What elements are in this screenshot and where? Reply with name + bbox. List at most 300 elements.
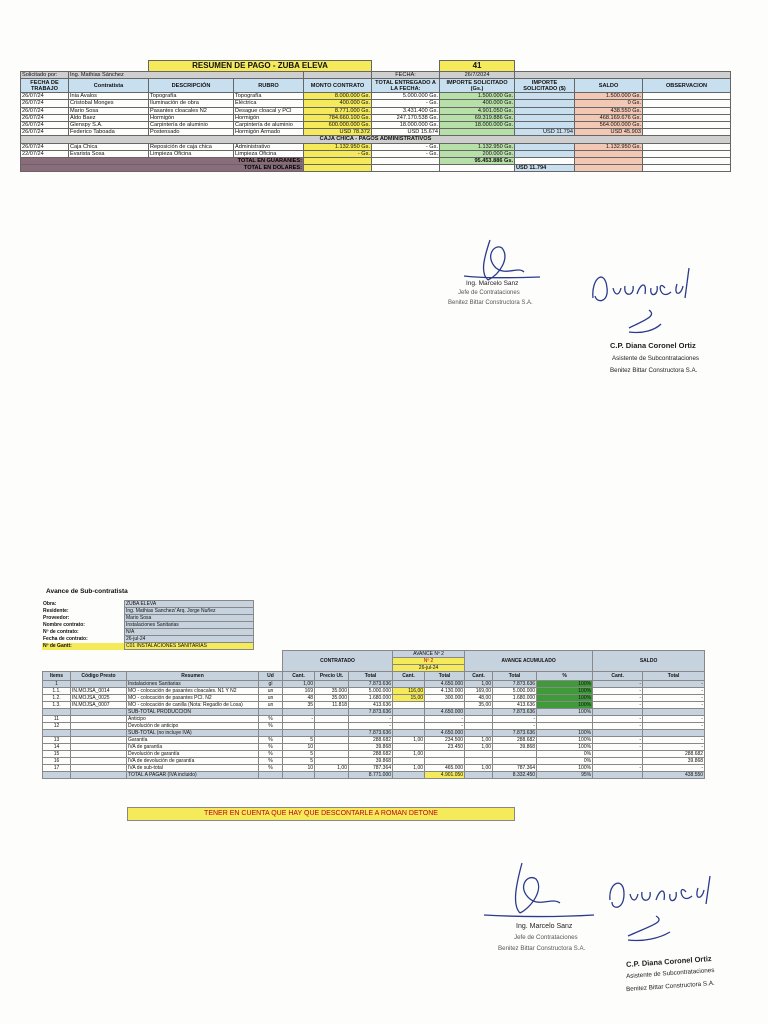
avance-cell-8: 4.650.000 bbox=[425, 730, 465, 737]
sheet-number: 41 bbox=[440, 61, 515, 72]
avance-cell-9 bbox=[465, 730, 493, 737]
avance-cell-2: MO - colocación de pasantes PCI. N2 bbox=[127, 695, 259, 702]
avance-cell-11: 0% bbox=[537, 751, 593, 758]
avance-cell-12 bbox=[593, 772, 643, 779]
caja-cell-9 bbox=[643, 143, 731, 150]
avance-title: Avance de Sub-contratista bbox=[46, 588, 128, 595]
avance-cell-4 bbox=[283, 730, 315, 737]
avance-cell-2: IVA de sub-total bbox=[127, 765, 259, 772]
avance-cell-3 bbox=[259, 709, 283, 716]
avance-cell-6: - bbox=[349, 723, 393, 730]
avance-cell-7 bbox=[393, 730, 425, 737]
avance-cell-1 bbox=[71, 716, 127, 723]
avance-cell-3: un bbox=[259, 688, 283, 695]
caja-cell-4: - Gs. bbox=[304, 150, 372, 157]
solicitado-value: Ing. Mathias Sánchez bbox=[69, 72, 304, 79]
avance-cell-4: 5 bbox=[283, 737, 315, 744]
payment-cell-0: 26/07/24 bbox=[21, 129, 69, 136]
avance-cell-1 bbox=[71, 758, 127, 765]
avance-header-2: Resumen bbox=[127, 672, 259, 681]
diana-name-bottom: C.P. Diana Coronel Ortiz bbox=[625, 954, 712, 969]
group-avance: AVANCE Nº 2 bbox=[393, 651, 465, 658]
caja-cell-0: 26/07/24 bbox=[21, 143, 69, 150]
avance-cell-12: - bbox=[593, 716, 643, 723]
avance-cell-6: 7.873.636 bbox=[349, 709, 393, 716]
avance-cell-11: 100% bbox=[537, 681, 593, 688]
avance-cell-0: 1.3. bbox=[43, 702, 71, 709]
avance-cell-7 bbox=[393, 772, 425, 779]
avance-cell-10: 7.873.636 bbox=[493, 681, 537, 688]
avance-cell-13: - bbox=[643, 737, 705, 744]
avance-cell-11: 100% bbox=[537, 730, 593, 737]
info-value: C01 INSTALACIONES SANITARIAS bbox=[125, 643, 254, 650]
avance-header-13: Total bbox=[643, 672, 705, 681]
payment-cell-2: Carpintería de aluminio bbox=[149, 122, 234, 129]
avance-cell-10: 5.000.000 bbox=[493, 688, 537, 695]
payment-row bbox=[21, 107, 731, 114]
avance-header-5: Precio Ut. bbox=[315, 672, 349, 681]
avance-cell-6: 39.868 bbox=[349, 758, 393, 765]
payment-cell-5: 247.170.538 Gs. bbox=[372, 114, 440, 121]
avance-cell-8: 4.130.000 bbox=[425, 688, 465, 695]
avance-header-9: Cant. bbox=[465, 672, 493, 681]
avance-cell-13: - bbox=[643, 702, 705, 709]
payment-row bbox=[21, 122, 731, 129]
avance-cell-1 bbox=[71, 709, 127, 716]
total-guaranies-label: TOTAL EN GUARANIES: bbox=[21, 158, 304, 165]
payment-cell-7 bbox=[515, 114, 575, 121]
payment-cell-6: 18.000.000 Gs. bbox=[440, 122, 515, 129]
avance-cell-4 bbox=[283, 723, 315, 730]
avance-cell-1: IN.MOJSA_0025 bbox=[71, 695, 127, 702]
payment-cell-4: USD 78.372 bbox=[304, 129, 372, 136]
avance-cell-10: 8.332.450 bbox=[493, 772, 537, 779]
avance-cell-13: - bbox=[643, 744, 705, 751]
discount-note: TENER EN CUENTA QUE HAY QUE DESCONTARLE A ROMAN DETONE bbox=[127, 807, 515, 821]
header-observacion: OBSERVACION bbox=[643, 79, 731, 93]
info-row bbox=[42, 622, 254, 629]
avance-cell-9: 1,00 bbox=[465, 765, 493, 772]
avance-cell-3: un bbox=[259, 695, 283, 702]
info-value: Ing. Mathias Sanchez/ Arq. Jorge Nuñez bbox=[125, 608, 254, 615]
avance-cell-8: 23.450 bbox=[425, 744, 465, 751]
avance-cell-1 bbox=[71, 723, 127, 730]
avance-row bbox=[43, 709, 705, 716]
avance-cell-2: Garantía bbox=[127, 737, 259, 744]
avance-row bbox=[43, 716, 705, 723]
avance-cell-1: IN.MOJSA_0014 bbox=[71, 688, 127, 695]
avance-cell-6: 8.771.000 bbox=[349, 772, 393, 779]
info-label: Nombre contrato: bbox=[43, 622, 85, 628]
avance-cell-4: 5 bbox=[283, 758, 315, 765]
payment-cell-0: 26/07/24 bbox=[21, 122, 69, 129]
info-label: Nº de Gantt: bbox=[43, 643, 72, 649]
avance-cell-8: 4.650.000 bbox=[425, 709, 465, 716]
avance-cell-2: Devolución de anticipo bbox=[127, 723, 259, 730]
avance-cell-7: 1,00 bbox=[393, 751, 425, 758]
avance-cell-11: 100% bbox=[537, 737, 593, 744]
avance-cell-13: 288.682 bbox=[643, 751, 705, 758]
diana-handwriting-top bbox=[585, 258, 705, 338]
avance-row bbox=[43, 751, 705, 758]
info-label: Obra: bbox=[43, 601, 57, 607]
avance-cell-10: 1.680.000 bbox=[493, 695, 537, 702]
avance-cell-10: 288.682 bbox=[493, 737, 537, 744]
avance-cell-2: Instalaciones Sanitarias bbox=[127, 681, 259, 688]
avance-row bbox=[43, 695, 705, 702]
avance-number: Nº 2 bbox=[393, 658, 465, 665]
caja-cell-8 bbox=[575, 150, 643, 157]
payment-cell-9 bbox=[643, 100, 731, 107]
payment-cell-0: 26/07/24 bbox=[21, 93, 69, 100]
total-dolares-label: TOTAL EN DÓLARES: bbox=[21, 165, 304, 172]
avance-cell-10: 39.868 bbox=[493, 744, 537, 751]
total-guaranies-value: 95.453.886 Gs. bbox=[440, 158, 515, 165]
diana-company-bottom: Benitez Bittar Constructora S.A. bbox=[625, 979, 716, 994]
avance-cell-13: 438.550 bbox=[643, 772, 705, 779]
avance-cell-6: - bbox=[349, 716, 393, 723]
group-contratado: CONTRATADO bbox=[283, 651, 393, 672]
info-row bbox=[42, 643, 254, 650]
avance-cell-13: - bbox=[643, 688, 705, 695]
avance-cell-7: 1,00 bbox=[393, 765, 425, 772]
avance-cell-9: 1,00 bbox=[465, 737, 493, 744]
avance-cell-4: 169 bbox=[283, 688, 315, 695]
avance-cell-0: 1.1. bbox=[43, 688, 71, 695]
avance-cell-1 bbox=[71, 751, 127, 758]
payment-cell-3: Hormigón bbox=[234, 114, 304, 121]
caja-cell-8: 1.132.950 Gs. bbox=[575, 143, 643, 150]
avance-cell-7 bbox=[393, 681, 425, 688]
avance-row bbox=[43, 758, 705, 765]
avance-header-3: Ud bbox=[259, 672, 283, 681]
avance-cell-8 bbox=[425, 702, 465, 709]
diana-handwriting-bottom bbox=[600, 870, 730, 950]
avance-cell-8: 234.500 bbox=[425, 737, 465, 744]
avance-cell-2: IVA de devolución de garantía bbox=[127, 758, 259, 765]
marcelo-company-top: Benitez Bittar Constructora S.A. bbox=[448, 300, 533, 306]
avance-cell-2: SUB-TOTAL PRODUCCIÓN bbox=[127, 709, 259, 716]
avance-cell-13: - bbox=[643, 695, 705, 702]
avance-cell-6: 413.636 bbox=[349, 702, 393, 709]
avance-cell-0 bbox=[43, 772, 71, 779]
avance-cell-3: un bbox=[259, 702, 283, 709]
avance-cell-13: - bbox=[643, 723, 705, 730]
avance-header-row bbox=[43, 672, 705, 681]
avance-cell-8: 4.901.050 bbox=[425, 772, 465, 779]
avance-row bbox=[43, 688, 705, 695]
avance-cell-6: 5.000.000 bbox=[349, 688, 393, 695]
payment-cell-9 bbox=[643, 114, 731, 121]
caja-cell-1: Evarista Sosa bbox=[69, 150, 149, 157]
caja-chica-rows bbox=[21, 143, 731, 157]
caja-cell-5: - Gs. bbox=[372, 150, 440, 157]
avance-cell-9 bbox=[465, 716, 493, 723]
avance-row bbox=[43, 737, 705, 744]
avance-cell-4: 5 bbox=[283, 751, 315, 758]
caja-row bbox=[21, 150, 731, 157]
payment-cell-2: Pasantes cloacales N2 bbox=[149, 107, 234, 114]
caja-cell-9 bbox=[643, 150, 731, 157]
avance-cell-5 bbox=[315, 709, 349, 716]
avance-cell-3: % bbox=[259, 758, 283, 765]
avance-cell-11: 100% bbox=[537, 695, 593, 702]
caja-row bbox=[21, 143, 731, 150]
avance-cell-13: - bbox=[643, 716, 705, 723]
caja-cell-7 bbox=[515, 150, 575, 157]
avance-cell-5 bbox=[315, 723, 349, 730]
payment-cell-2: Topografía bbox=[149, 93, 234, 100]
avance-cell-4 bbox=[283, 709, 315, 716]
avance-cell-11: 100% bbox=[537, 744, 593, 751]
avance-cell-4: 10 bbox=[283, 744, 315, 751]
info-label: Proveedor: bbox=[43, 615, 70, 621]
avance-cell-6: 288.682 bbox=[349, 751, 393, 758]
avance-cell-10 bbox=[493, 751, 537, 758]
avance-cell-9 bbox=[465, 709, 493, 716]
avance-cell-0: 14 bbox=[43, 744, 71, 751]
fecha-value: 26/7/2024 bbox=[440, 72, 515, 79]
payment-cell-4: 784.660.100 Gs. bbox=[304, 114, 372, 121]
payment-cell-7: USD 11.794 bbox=[515, 129, 575, 136]
payment-cell-7 bbox=[515, 107, 575, 114]
caja-cell-4: 1.132.950 Gs. bbox=[304, 143, 372, 150]
header-saldo: SALDO bbox=[575, 79, 643, 93]
avance-cell-12 bbox=[593, 709, 643, 716]
caja-cell-7 bbox=[515, 143, 575, 150]
payment-cell-6: 1.500.000 Gs. bbox=[440, 93, 515, 100]
avance-cell-2: SUB-TOTAL (no incluye IVA) bbox=[127, 730, 259, 737]
payment-cell-1: Inia Avalos bbox=[69, 93, 149, 100]
avance-cell-11: 0% bbox=[537, 758, 593, 765]
info-value: Mario Sosa bbox=[125, 615, 254, 622]
solicitado-label: Solicitado por: bbox=[21, 72, 69, 79]
diana-signature-bottom bbox=[600, 870, 730, 950]
avance-cell-8: - bbox=[425, 716, 465, 723]
caja-cell-2: Limpieza Oficina bbox=[149, 150, 234, 157]
marcelo-signature-block-top bbox=[440, 228, 560, 318]
avance-cell-13 bbox=[643, 709, 705, 716]
payment-cell-7 bbox=[515, 93, 575, 100]
payment-cell-8: 0 Gs. bbox=[575, 100, 643, 107]
avance-cell-11 bbox=[537, 723, 593, 730]
avance-cell-5 bbox=[315, 681, 349, 688]
header-monto: MONTO CONTRATO bbox=[304, 79, 372, 93]
avance-cell-1 bbox=[71, 744, 127, 751]
info-row bbox=[42, 629, 254, 636]
avance-cell-4: 1,00 bbox=[283, 681, 315, 688]
avance-cell-4: - bbox=[283, 716, 315, 723]
avance-cell-0: 13 bbox=[43, 737, 71, 744]
group-saldo: SALDO bbox=[593, 651, 705, 672]
avance-cell-0: 16 bbox=[43, 758, 71, 765]
header-entregado: TOTAL ENTREGADO A LA FECHA: bbox=[372, 79, 440, 93]
avance-cell-9: 1,00 bbox=[465, 744, 493, 751]
payment-cell-5: - Gs. bbox=[372, 100, 440, 107]
avance-cell-5: 35.000 bbox=[315, 695, 349, 702]
avance-cell-8: - bbox=[425, 723, 465, 730]
total-dolares-value: USD 11.794 bbox=[515, 165, 575, 172]
avance-cell-10: - bbox=[493, 723, 537, 730]
avance-cell-2: TOTAL A PAGAR (IVA incluido) bbox=[127, 772, 259, 779]
avance-cell-10: 7.873.636 bbox=[493, 709, 537, 716]
avance-cell-5: 35.000 bbox=[315, 688, 349, 695]
avance-cell-5: 11.818 bbox=[315, 702, 349, 709]
info-row bbox=[42, 601, 254, 608]
avance-cell-5 bbox=[315, 737, 349, 744]
avance-cell-11: 100% bbox=[537, 709, 593, 716]
marcelo-signature-block-bottom bbox=[470, 855, 620, 960]
header-fecha: FECHA DE TRABAJO bbox=[21, 79, 69, 93]
avance-cell-7 bbox=[393, 723, 425, 730]
avance-header-1: Código Presto bbox=[71, 672, 127, 681]
avance-cell-0: 1.2. bbox=[43, 695, 71, 702]
avance-date: 26-jul-24 bbox=[393, 665, 465, 672]
diana-name-top: C.P. Diana Coronel Ortiz bbox=[610, 341, 696, 350]
info-row bbox=[42, 636, 254, 643]
payment-cell-0: 26/07/24 bbox=[21, 100, 69, 107]
marcelo-signature-scribble-bottom bbox=[470, 855, 620, 925]
payment-cell-5: 5.000.000 Gs. bbox=[372, 93, 440, 100]
header-contratista: Contratista bbox=[69, 79, 149, 93]
avance-cell-0 bbox=[43, 709, 71, 716]
avance-cell-6: 7.873.636 bbox=[349, 681, 393, 688]
avance-cell-2: Anticipo bbox=[127, 716, 259, 723]
payment-cell-9 bbox=[643, 93, 731, 100]
avance-cell-8: 4.650.000 bbox=[425, 681, 465, 688]
avance-cell-2: MO - colocación de pasantes cloacales. N1 Y N2 bbox=[127, 688, 259, 695]
avance-cell-13: - bbox=[643, 765, 705, 772]
caja-cell-2: Reposición de caja chica bbox=[149, 143, 234, 150]
avance-cell-13: - bbox=[643, 681, 705, 688]
avance-cell-5 bbox=[315, 730, 349, 737]
payment-cell-4: 400.000 Gs. bbox=[304, 100, 372, 107]
avance-cell-3: % bbox=[259, 723, 283, 730]
avance-row bbox=[43, 723, 705, 730]
payment-cell-3: Hormigón Armado bbox=[234, 129, 304, 136]
payment-cell-6: 69.319.886 Gs. bbox=[440, 114, 515, 121]
payment-row bbox=[21, 100, 731, 107]
avance-cell-7 bbox=[393, 709, 425, 716]
avance-info-table bbox=[42, 600, 254, 650]
info-value: 26-jul-24 bbox=[125, 636, 254, 643]
payment-cell-5: USD 15.674 bbox=[372, 129, 440, 136]
avance-cell-3: % bbox=[259, 751, 283, 758]
info-label: Nº de contrato: bbox=[43, 629, 79, 635]
payment-cell-0: 26/07/24 bbox=[21, 107, 69, 114]
avance-cell-3: % bbox=[259, 744, 283, 751]
diana-role-bottom: Asistente de Subcontrataciones bbox=[625, 966, 715, 981]
avance-cell-0 bbox=[43, 730, 71, 737]
avance-header-7: Cant. bbox=[393, 672, 425, 681]
info-label: Residente: bbox=[43, 608, 69, 614]
avance-cell-5 bbox=[315, 716, 349, 723]
payment-cell-8: 564.000.000 Gs. bbox=[575, 122, 643, 129]
avance-cell-9: 35,00 bbox=[465, 702, 493, 709]
payment-cell-4: 8.000.000 Gs. bbox=[304, 93, 372, 100]
avance-cell-0: 11 bbox=[43, 716, 71, 723]
payment-cell-5: 3.431.400 Gs. bbox=[372, 107, 440, 114]
payment-cell-8: USD 45.903 bbox=[575, 129, 643, 136]
payment-cell-6: 400.000 Gs. bbox=[440, 100, 515, 107]
marcelo-signature-scribble bbox=[440, 228, 560, 288]
avance-cell-9 bbox=[465, 772, 493, 779]
info-row bbox=[42, 615, 254, 622]
header-rubro: RUBRO bbox=[234, 79, 304, 93]
avance-cell-1 bbox=[71, 730, 127, 737]
avance-header-0: Items bbox=[43, 672, 71, 681]
avance-cell-7 bbox=[393, 702, 425, 709]
avance-cell-4 bbox=[283, 772, 315, 779]
payment-cell-9 bbox=[643, 129, 731, 136]
header-importe-gs: IMPORTE SOLICITADO (Gs.) bbox=[440, 79, 515, 93]
avance-cell-5: 1,00 bbox=[315, 765, 349, 772]
payment-cell-3: Carpintería de aluminio bbox=[234, 122, 304, 129]
avance-cell-12: - bbox=[593, 723, 643, 730]
avance-row bbox=[43, 702, 705, 709]
payment-cell-4: 8.771.000 Gs. bbox=[304, 107, 372, 114]
avance-cell-0: 15 bbox=[43, 751, 71, 758]
payment-cell-9 bbox=[643, 122, 731, 129]
avance-cell-7 bbox=[393, 744, 425, 751]
payment-cell-6: 4.901.050 Gs. bbox=[440, 107, 515, 114]
avance-cell-7: 116,00 bbox=[393, 688, 425, 695]
caja-cell-6: 1.132.950 Gs. bbox=[440, 143, 515, 150]
avance-row bbox=[43, 744, 705, 751]
marcelo-company-bottom: Benitez Bittar Constructora S.A. bbox=[498, 945, 586, 952]
avance-cell-3: % bbox=[259, 765, 283, 772]
payment-cell-2: Iluminación de obra bbox=[149, 100, 234, 107]
avance-cell-6: 39.868 bbox=[349, 744, 393, 751]
payment-cell-8: 1.500.000 Gs. bbox=[575, 93, 643, 100]
caja-cell-3: Limpieza Oficina bbox=[234, 150, 304, 157]
avance-cell-12: - bbox=[593, 765, 643, 772]
payment-summary-table bbox=[20, 60, 731, 172]
payment-cell-8: 468.169.676 Gs. bbox=[575, 114, 643, 121]
payment-summary-sheet bbox=[20, 60, 730, 172]
fecha-label: FECHA: bbox=[372, 72, 440, 79]
caja-cell-6: 200.000 Gs. bbox=[440, 150, 515, 157]
payment-cell-2: Postensado bbox=[149, 129, 234, 136]
avance-cell-8: 300.000 bbox=[425, 695, 465, 702]
payment-cell-8: 438.550 Gs. bbox=[575, 107, 643, 114]
avance-cell-9 bbox=[465, 751, 493, 758]
avance-cell-10 bbox=[493, 758, 537, 765]
avance-cell-11: 95% bbox=[537, 772, 593, 779]
avance-rows bbox=[43, 681, 705, 779]
avance-cell-2: IVA de garantía bbox=[127, 744, 259, 751]
payment-cell-7 bbox=[515, 100, 575, 107]
avance-cell-6: 7.873.636 bbox=[349, 730, 393, 737]
avance-cell-12: - bbox=[593, 688, 643, 695]
avance-cell-13: 39.868 bbox=[643, 758, 705, 765]
marcelo-role-top: Jefe de Contrataciones bbox=[458, 290, 520, 296]
header-importe-usd: IMPORTE SOLICITADO ($) bbox=[515, 79, 575, 93]
avance-cell-6: 787.364 bbox=[349, 765, 393, 772]
avance-cell-8: 465.000 bbox=[425, 765, 465, 772]
diana-signature-top bbox=[585, 258, 705, 338]
info-value: Instalaciones Sanitarias bbox=[125, 622, 254, 629]
avance-cell-12 bbox=[593, 751, 643, 758]
avance-cell-0: 1 bbox=[43, 681, 71, 688]
avance-cell-12 bbox=[593, 730, 643, 737]
payment-row bbox=[21, 114, 731, 121]
avance-cell-11: 100% bbox=[537, 765, 593, 772]
avance-cell-7 bbox=[393, 758, 425, 765]
payment-cell-1: Cristobal Monges bbox=[69, 100, 149, 107]
caja-chica-section-label: CAJA CHICA - PAGOS ADMINISTRATIVOS bbox=[21, 136, 731, 143]
payment-cell-1: Aldo Baez bbox=[69, 114, 149, 121]
